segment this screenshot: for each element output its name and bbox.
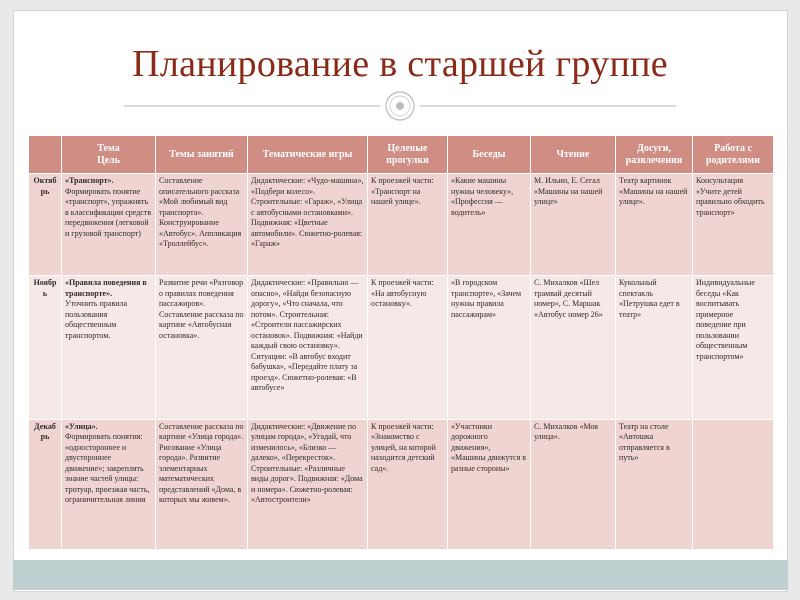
topic-title: «Улица». [65,421,98,431]
cell-topic-goal [62,174,156,276]
planning-table [28,135,774,550]
divider-ornament [0,86,800,126]
cell-month: Октябрь [29,174,62,276]
cell-talks: «Участники дорожного движения», «Машины движутся в разные стороны» [448,419,531,549]
cell-parents: Индивидуальные беседы «Как воспитывать примерное поведение при пользовании общественным транспортом» [693,276,774,419]
header-topic: Тема [97,142,120,154]
cell-topics: Составление описательного рассказа «Мой любимый вид транспорта». Конструирование «Автобус». Аппликация «Троллейбус». [156,174,248,276]
header-month [29,136,62,174]
cell-walks: К проезжей части: «Знакомство с улицей, на которой находится детский сад». [368,419,448,549]
cell-games: Дидактические: «Движение по улицам города», «Угадай, что изменилось», «Близко — далеко», «Перекресток». Строительные: «Различные виды дорог». Подвижная: «Дома и номера». Сюжетно-ролевая: «Автостроители» [248,419,368,549]
table-row [29,419,774,549]
cell-topics: Составление рассказа по картине «Улица города». Рисование «Улица города». Развитие элементарных математических представлений «Дома, в которых мы живем». [156,419,248,549]
topic-goal: Формировать понятия: «одностороннее и двустороннее движение»; закреплять знание частей улицы: тротуар, проезжая часть, ограничительная линия [65,432,150,505]
cell-talks: «В городском транспорте», «Зачем нужны правила пассажирам» [448,276,531,419]
cell-reading: С. Михалков «Моя улица». [531,419,616,549]
header-topics: Темы занятий [156,136,248,174]
cell-leisure: Театр картинок «Машины на нашей улице». [616,174,693,276]
cell-walks: К проезжей части: «На автобусную остановку». [368,276,448,419]
cell-month: Декабрь [29,419,62,549]
topic-goal: Формировать понятие «транспорт», упражнять в классификации средств передвижения (легковой и грузовой транспорт) [65,186,152,238]
cell-walks: К проезжей части: «Транспорт на нашей улице». [368,174,448,276]
header-parents: Работа с родителями [693,136,774,174]
header-games: Тематические игры [248,136,368,174]
table-row [29,276,774,419]
cell-leisure: Театр на столе «Автошка отправляется в путь» [616,419,693,549]
page-title: Планирование в старшей группе [132,43,668,85]
header-goal: Цель [96,154,121,166]
cell-topic-goal [62,276,156,419]
topic-title: «Транспорт». [65,176,114,185]
header-leisure: Досуги, развлечения [616,136,693,174]
cell-games: Дидактические: «Чудо-машина», «Подбери колесо». Строительные: «Гараж», «Улица с автобусными остановками». Подвижная: «Цветные автомобили». Сюжетно-ролевая: «Гараж» [248,174,368,276]
cell-reading: С. Михалков «Шел трамвай десятый номер», С. Маршак «Автобус номер 26» [531,276,616,419]
header-talks: Беседы [448,136,531,174]
cell-topics: Развитие речи «Разговор о правилах поведения пассажиров». Составление рассказа по картине «Автобусная остановка». [156,276,248,419]
cell-leisure: Кукольный спектакль «Петрушка едет в театр» [616,276,693,419]
table-row [29,174,774,276]
cell-parents [693,419,774,549]
topic-goal: Уточнить правила пользования общественным транспортом. [65,299,128,340]
cell-reading: М. Ильин, Е. Сегал «Машины на нашей улице» [531,174,616,276]
header-walks: Целевые прогулки [368,136,448,174]
topic-title: «Правила поведения в транспорте». [65,278,147,298]
cell-month: Ноябрь [29,276,62,419]
footer-strip [13,560,788,590]
cell-parents: Консультация «Учите детей правильно обходить транспорт» [693,174,774,276]
cell-topic-goal [62,419,156,549]
cell-games: Дидактические: «Правильно — опасно», «Найди безопасную дорогу», «Что сначала, что потом». Строительная: «Строители пассажирских остановок». Подвижная: «Найди каждый свою остановку». Ситуации: «В автобус входит бабушка», «Передайте плату за проезд». Сюжетно-ролевая: «В автобусе» [248,276,368,419]
header-reading: Чтение [531,136,616,174]
cell-talks: «Какие машины нужны человеку», «Профессия — водитель» [448,174,531,276]
header-topic-goal [62,136,156,174]
